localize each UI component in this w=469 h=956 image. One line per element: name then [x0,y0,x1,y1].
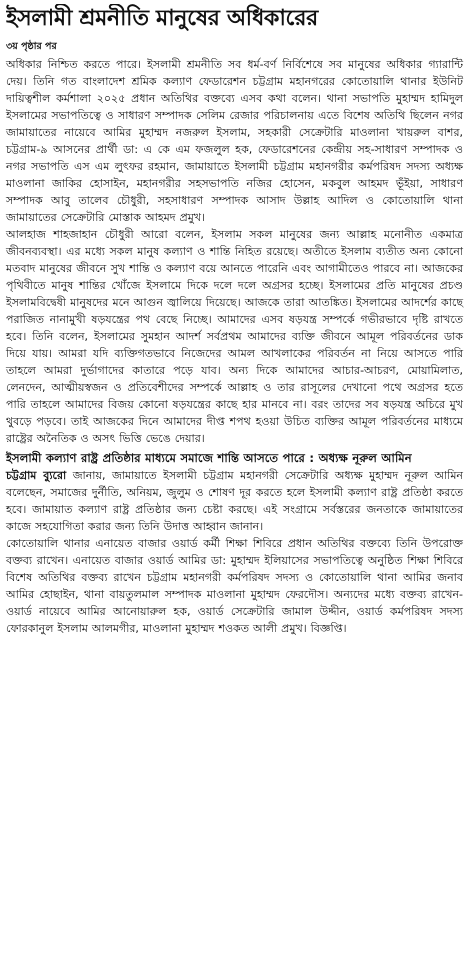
second-story-text: জানায়, জামায়াতে ইসলামী চট্টগ্রাম মহানগরী সেক্রেটারি অধ্যক্ষ মুহাম্মদ নূরুল আমিন বলেছেন, সমাজের দুর্নীতি, অনিয়ম, জুলুম ও শোষণ দূর করতে হলে ইসলামী কল্যাণ রাষ্ট্র প্রতিষ্ঠা করতে হবে। জামায়াত কল্যাণ রাষ্ট্র প্রতিষ্ঠার জন্য চেষ্টা করছে। এই সংগ্রামে সর্বস্তরের জনতাকে জামায়াতের কাজে সহযোগিতা করার জন্য তিনি উদাত্ত আহ্বান জানান। [6,469,463,533]
article-paragraph: আলহাজ শাহজাহান চৌধুরী আরো বলেন, ইসলাম সকল মানুষের জন্য আল্লাহ মনোনীত একমাত্র জীবনব্যবস্থা। এর মধ্যে সকল মানুষ কল্যাণ ও শান্তি নিহিত রয়েছে। অতীতে ইসলাম ব্যতীত অন্য কোনো মতবাদ মানুষের জীবনে সুখ শান্তি ও কল্যাণ বয়ে আনতে পারেনি এবং আগামীতেও পারবে না। আজকের পৃথিবীতে মানুষ শান্তির খোঁজে ইসলামে দিকে দলে দলে অগ্রসর হচ্ছে। ইসলামের প্রতি মানুষের প্রচণ্ড ইসলামবিদ্বেষী মানুষদের মনে আগুন জ্বালিয়ে দিয়েছে। আজকে তারা আতঙ্কিত। ইসলামের আদর্শের কাছে পরাজিত নানামুখী ষড়যন্ত্রের পথ বেছে নিচ্ছে। আমাদের এসব ষড়যন্ত্র সম্পর্কে গভীরভাবে দৃষ্টি রাখতে হবে। তিনি বলেন, ইসলামের সুমহান আদর্শ সর্বপ্রথম আমাদের ব্যক্তি জীবনে আমূল পরিবর্তনের ডাক দিয়ে যায়। আমরা যদি ব্যক্তিগতভাবে নিজেদের আমল আখলাকের পরিবর্তন না নিয়ে আসতে পারি তাহলে আমরা দুর্ভাগাদের কাতারে পড়ে যাব। অন্য দিকে আমাদের আচার-আচরণ, মোয়ামিলাত, লেনদেন, আত্মীয়স্বজন ও প্রতিবেশীদের সম্পর্কে আল্লাহ ও তার রাসূলের দেখানো পথে অগ্রসর হতে পারি তাহলে আমাদের বিজয় কোনো ষড়যন্ত্রের কাছে হার মানবে না। বরং তাদের সব ষড়যন্ত্র অচিরে মুখ থুবড়ে পড়বে। তাই আজকের দিনে আমাদের দীপ্ত শপথ হওয়া উচিত ব্যক্তির আমূল পরিবর্তনের মাধ্যমে রাষ্ট্রের অনৈতিক ও অসৎ ভিত্তি ভেঙে দেয়ার। [6,228,463,445]
second-story-paragraph [6,467,463,535]
continued-marker: ৩য় পৃষ্ঠার পর [6,41,57,52]
article-paragraph: অধিকার নিশ্চিত করতে পারে। ইসলামী শ্রমনীতি সব ধর্ম-বর্ণ নির্বিশেষে সব মানুষের অধিকার গ্যারান্টি দেয়। তিনি গত বাংলাদেশ শ্রমিক কল্যাণ ফেডারেশন চট্টগ্রাম মহানগরের কোতোয়ালি থানার ইউনিট দায়িত্বশীল কর্মশালা ২০২৫ প্রধান অতিথির বক্তব্যে এসব কথা বলেন। থানা সভাপতি মুহাম্মদ হামিদুল ইসলামের সভাপতিত্বে ও সাধারণ সম্পাদক সেলিম রেজার পরিচালনায় এতে বিশেষ অতিথি ছিলেন নগর জামায়াতের নায়েবে আমির মুহাম্মদ নজরুল ইসলাম, সহকারী সেক্রেটারি মাওলানা খায়রুল বাশর, চট্টগ্রাম-৯ আসনের প্রার্থী ডা: এ কে এম ফজলুল হক, ফেডারেশনের কেন্দ্রীয় সহ-সাধারণ সম্পাদক ও নগর সভাপতি এস এম লুৎফর রহমান, জামায়াতে ইসলামী চট্টগ্রাম মহানগরীর কর্মপরিষদ সদস্য অধ্যক্ষ মাওলানা জাকির হোসাইন, মহানগরীর সহসভাপতি নজির হোসেন, মকবুল আহমদ ভূঁইয়া, সাধারণ সম্পাদক আবু তালেব চৌধুরী, সহসাধারণ সম্পাদক আসাদ উল্লাহ আদিল ও কোতোয়ালি থানা জামায়াতের সেক্রেটারি মোস্তাক আহমদ প্রমুখ। [6,58,463,224]
dateline: চট্টগ্রাম ব্যুরো [6,469,67,482]
headline: ইসলামী শ্রমনীতি মানুষের অধিকারের [6,6,318,31]
second-story-paragraph: কোতোয়ালি থানার এনায়েত বাজার ওয়ার্ড কর্মী শিক্ষা শিবিরে প্রধান অতিথির বক্তব্যে তিনি উপরোক্ত বক্তব্য রাখেন। এনায়েত বাজার ওয়ার্ড আমির ডা: মুহাম্মদ ইলিয়াসের সভাপতিত্বে অনুষ্ঠিত শিক্ষা শিবিরে বিশেষ অতিথির বক্তব্য রাখেন চট্টগ্রাম মহানগরী কর্মপরিষদ সদস্য ও কোতোয়ালি থানা আমির জনাব আমির হোছাইন, থানা বায়তুলমাল সম্পাদক মাওলানা মুহাম্মদ ফেরদৌস। অন্যদের মধ্যে বক্তব্য রাখেন- ওয়ার্ড নায়েবে আমির আনোয়ারুল হক, ওয়ার্ড সেক্রেটারি জামাল উদ্দীন, ওয়ার্ড কর্মপরিষদ সদস্য ফোরকানুল ইসলাম আলমগীর, মাওলানা মুহাম্মদ শওকত আলী প্রমুখ। বিজ্ঞপ্তি। [6,537,463,635]
subheadline: ইসলামী কল্যাণ রাষ্ট্র প্রতিষ্ঠার মাধ্যমে সমাজে শান্তি আসতে পারে : অধ্যক্ষ নূরুল আমিন [6,451,412,465]
